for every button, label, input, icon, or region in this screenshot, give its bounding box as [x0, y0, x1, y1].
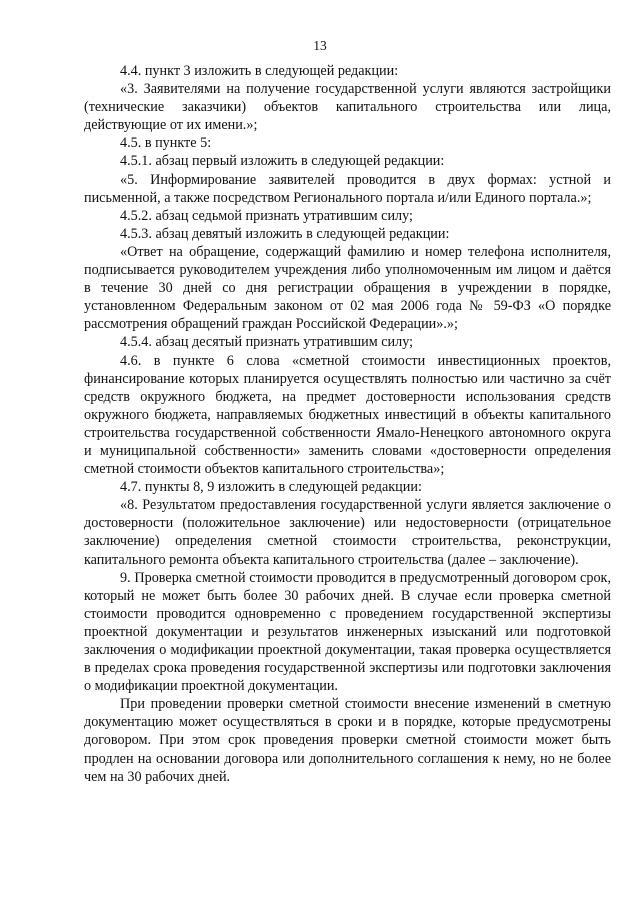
paragraph-4-5-2: 4.5.2. абзац седьмой признать утратившим силу; — [120, 207, 413, 224]
paragraph-4-4: 4.4. пункт 3 изложить в следующей редакции: — [120, 63, 399, 79]
paragraph-item-5: «5. Информирование заявителей проводится в двух формах: устной и письменной, а также посредством Регионального портала и/или Единого портала.»; — [84, 171, 611, 206]
document-body — [84, 62, 611, 786]
paragraph-item-8: «8. Результатом предоставления государственной услуги является заключение о достоверности (положительное заключение) или недостоверности (отрицательное заключение) определения сметной стоимости строительства, реконструкции, капитального ремонта объекта капитального строительства (далее – заключение). — [84, 497, 611, 568]
paragraph-4-5: 4.5. в пункте 5: — [120, 135, 212, 152]
paragraph-answer: «Ответ на обращение, содержащий фамилию и номер телефона исполнителя, подписывается руководителем учреждения либо уполномоченным им лицом и даётся в течение 30 дней со дня регистрации обращения в учреждении в порядке, установленном Федеральным законом от 02 мая 2006 года № 59-ФЗ «О порядке рассмотрения обращений граждан Российской Федерации».»; — [84, 243, 611, 333]
paragraph-4-6: 4.6. в пункте 6 слова «сметной стоимости инвестиционных проектов, финансирование которых планируется осуществлять полностью или частично за счёт средств окружного бюджета, на предмет достоверности использования средств окружного бюджета, направляемых бюджетных инвестиций в объекты капитального строительства государственной собственности Ямало-Ненецкого автономного округа и муниципальной собственности» заменить словами «достоверности определения сметной стоимости объектов капитального строительства»; — [84, 352, 611, 478]
page-number: 13 — [313, 38, 327, 53]
paragraph-4-5-4: 4.5.4. абзац десятый признать утратившим силу; — [120, 334, 414, 351]
paragraph-4-7: 4.7. пункты 8, 9 изложить в следующей редакции: — [120, 479, 422, 496]
paragraph-4-5-3: 4.5.3. абзац девятый изложить в следующей редакции: — [120, 225, 450, 242]
paragraph-4-5-1: 4.5.1. абзац первый изложить в следующей редакции: — [120, 153, 445, 170]
paragraph-item-3: «3. Заявителями на получение государственной услуги являются застройщики (технические заказчики) объектов капитального строительства или лица, действующие от их имени.»; — [84, 81, 611, 134]
paragraph-item-9: 9. Проверка сметной стоимости проводится в предусмотренный договором срок, который не может быть более 30 рабочих дней. В случае если проверка сметной стоимости проводится одновременно с проведением государственной экспертизы проектной документации и результатов инженерных изысканий или подготовкой заключения о модификации проектной документации, такая проверка осуществляется в пределах срока проведения государственной экспертизы или подготовки заключения о модификации проектной документации. — [84, 569, 611, 695]
paragraph-verification-changes: При проведении проверки сметной стоимости внесение изменений в сметную документацию может осуществляться в сроки и в порядке, которые предусмотрены договором. При этом срок проведения проверки сметной стоимости может быть продлен на основании договора или дополнительного соглашения к нему, но не более чем на 30 рабочих дней. — [84, 696, 611, 785]
